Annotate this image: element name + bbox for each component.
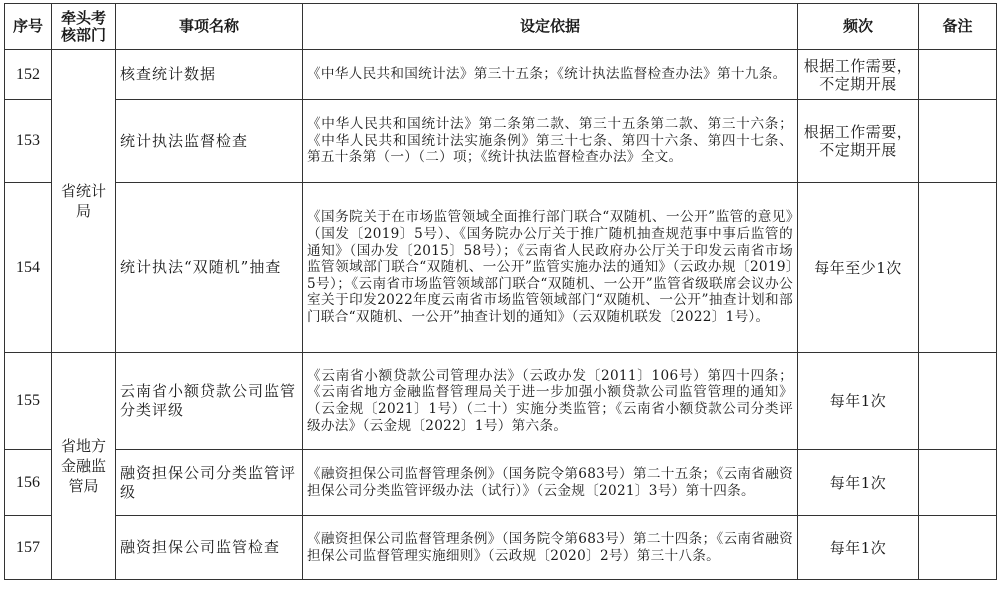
frequency: 每年1次	[798, 516, 919, 580]
frequency: 每年1次	[798, 353, 919, 450]
header-basis: 设定依据	[303, 4, 798, 50]
row-seq: 155	[5, 353, 52, 450]
item-name: 核查统计数据	[116, 50, 303, 100]
item-name: 融资担保公司分类监管评级	[116, 450, 303, 516]
table-row	[5, 450, 997, 516]
row-seq: 156	[5, 450, 52, 516]
inspection-items-table	[4, 3, 997, 580]
dept-cell: 省统计局	[52, 50, 116, 353]
table-row	[5, 516, 997, 580]
item-name: 统计执法监督检查	[116, 100, 303, 183]
header-seq: 序号	[5, 4, 52, 50]
note-cell	[919, 183, 997, 353]
note-cell	[919, 450, 997, 516]
basis-text: 《国务院关于在市场监管领域全面推行部门联合“双随机、一公开”监管的意见》（国发〔2019〕5号）、《国务院办公厅关于推广随机抽查规范事中事后监管的通知》（国办发〔2015〕58号）；《云南省人民政府办公厅关于印发云南省市场监管领域部门联合“双随机、一公开”监管实施办法的通知》（云政办规〔2019〕5号）；《云南省市场监管领域部门联合“双随机、一公开”监管省级联席会议办公室关于印发2022年度云南省市场监管领域部门“双随机、一公开”抽查计划和部门联合“双随机、一公开”抽查计划的通知》（云双随机联发〔2022〕1号）。	[303, 183, 798, 353]
frequency: 每年1次	[798, 450, 919, 516]
frequency: 根据工作需要，不定期开展	[798, 50, 919, 100]
item-name: 融资担保公司监管检查	[116, 516, 303, 580]
dept-cell: 省地方金融监管局	[52, 353, 116, 580]
table-row	[5, 353, 997, 450]
basis-text: 《融资担保公司监督管理条例》（国务院令第683号）第二十五条；《云南省融资担保公司分类监管评级办法（试行）》（云金规〔2021〕3号）第十四条。	[303, 450, 798, 516]
frequency: 根据工作需要，不定期开展	[798, 100, 919, 183]
table-row	[5, 50, 997, 100]
note-cell	[919, 353, 997, 450]
item-name: 统计执法“双随机”抽查	[116, 183, 303, 353]
row-seq: 154	[5, 183, 52, 353]
header-note: 备注	[919, 4, 997, 50]
header-item: 事项名称	[116, 4, 303, 50]
note-cell	[919, 100, 997, 183]
table-header-row	[5, 4, 997, 50]
header-dept: 牵头考核部门	[52, 4, 116, 50]
item-name: 云南省小额贷款公司监管分类评级	[116, 353, 303, 450]
basis-text: 《云南省小额贷款公司管理办法》（云政办发〔2011〕106号）第四十四条；《云南省地方金融监督管理局关于进一步加强小额贷款公司监管管理的通知》（云金规〔2021〕1号）（二十）实施分类监管；《云南省小额贷款公司分类评级办法》（云金规〔2022〕1号）第六条。	[303, 353, 798, 450]
row-seq: 157	[5, 516, 52, 580]
header-freq: 频次	[798, 4, 919, 50]
note-cell	[919, 50, 997, 100]
basis-text: 《中华人民共和国统计法》第三十五条；《统计执法监督检查办法》第十九条。	[303, 50, 798, 100]
table-row	[5, 100, 997, 183]
basis-text: 《融资担保公司监督管理条例》（国务院令第683号）第二十四条；《云南省融资担保公司监督管理实施细则》（云政规〔2020〕2号）第三十八条。	[303, 516, 798, 580]
row-seq: 153	[5, 100, 52, 183]
frequency: 每年至少1次	[798, 183, 919, 353]
note-cell	[919, 516, 997, 580]
table-row	[5, 183, 997, 353]
row-seq: 152	[5, 50, 52, 100]
basis-text: 《中华人民共和国统计法》第二条第二款、第三十五条第二款、第三十六条；《中华人民共和国统计法实施条例》第三十七条、第四十六条、第四十七条、第五十条第（一）（二）项；《统计执法监督检查办法》全文。	[303, 100, 798, 183]
